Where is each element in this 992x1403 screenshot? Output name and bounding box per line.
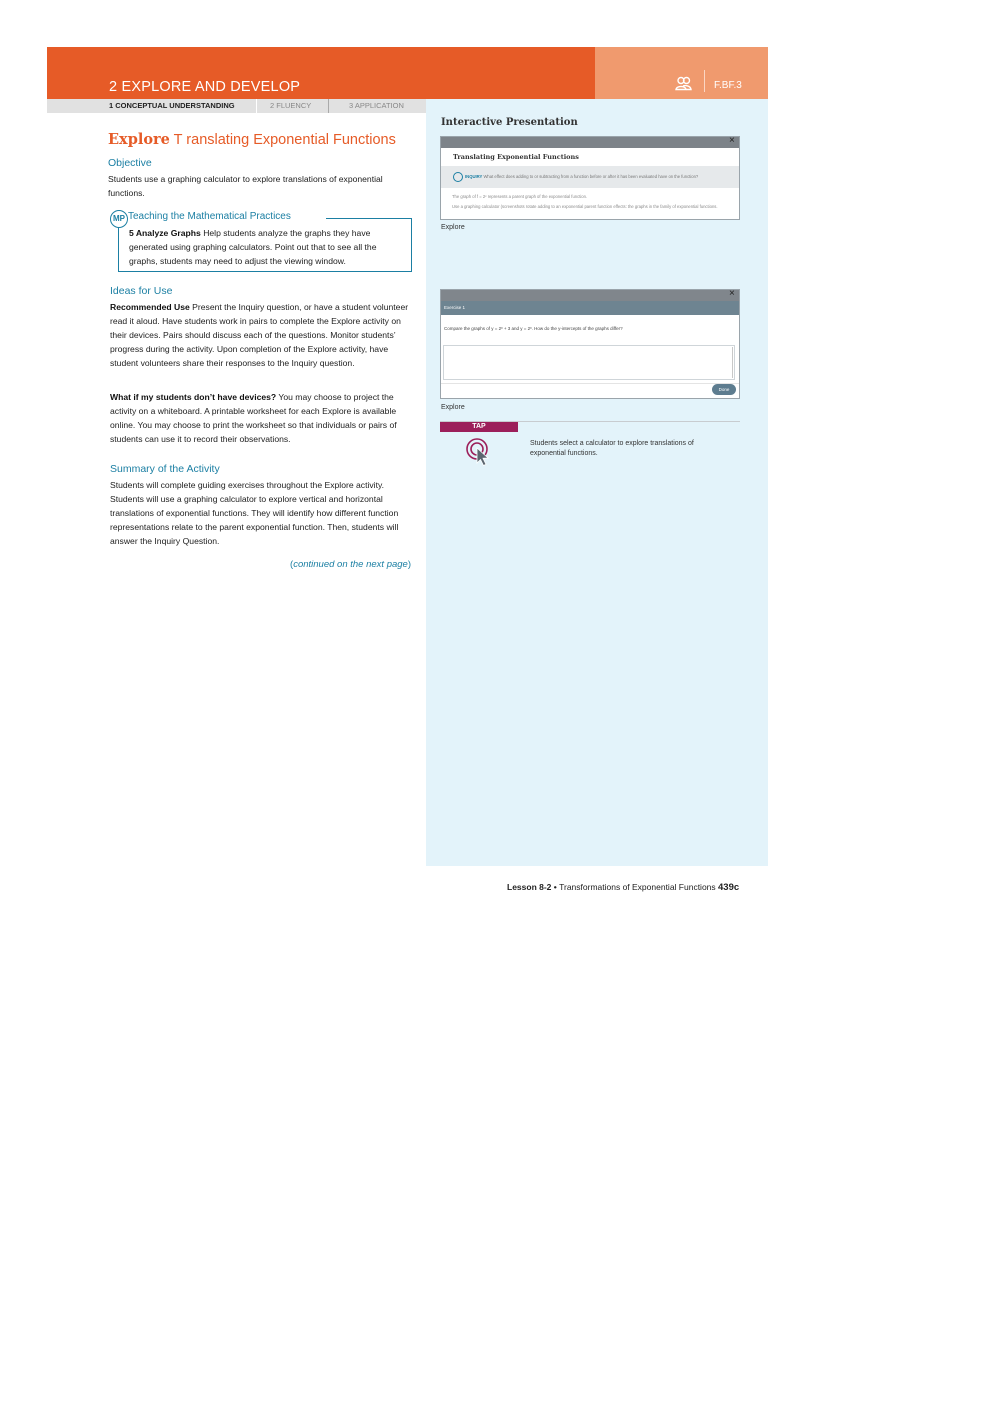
summary-heading: Summary of the Activity [110,463,220,475]
done-button: Done [712,384,736,395]
screenshot-heading: Translating Exponential Functions [453,153,579,161]
math-practices-heading: Teaching the Mathematical Practices [128,211,291,222]
screenshot-line-1: The graph of f = 2ˣ represents a parent graph of the exponential function. [452,194,588,199]
math-practices-rule [326,218,411,219]
tab-conceptual-understanding: 1 CONCEPTUAL UNDERSTANDING [109,101,235,110]
page-footer [507,882,739,893]
objective-heading: Objective [108,157,152,169]
answer-textarea [443,345,735,380]
inquiry-icon [453,172,463,182]
explore-title-bold: Explore [108,131,170,148]
explore-title-rest: T ranslating Exponential Functions [173,132,396,148]
screenshot-divider [441,383,739,384]
ideas-p1-lead: Recommended Use [110,302,190,312]
tap-description: Students select a calculator to explore translations of exponential functions. [530,440,694,457]
tab-fluency: 2 FLUENCY [270,101,312,110]
explore-title [108,131,396,148]
footer-lesson: Lesson 8-2 • [507,882,560,892]
header-divider [704,70,705,92]
inquiry-question: What effect does adding to or subtracting from a function before or after it has been evaluated have on the function? [482,174,699,179]
continued-text: continued on the next page [293,559,408,570]
exercise-label: Exercise 1 [444,305,466,310]
ideas-p2-lead: What if my students don’t have devices? [110,392,277,402]
continued-open: ( [290,559,294,570]
objective-text: Students use a graphing calculator to explore translations of exponential functions. [108,174,383,198]
tab-application: 3 APPLICATION [349,101,404,110]
ideas-paragraph-2 [110,390,410,446]
continued-note [110,559,411,570]
tap-badge: TAP [440,422,518,432]
exercise-header [441,301,739,315]
ideas-heading: Ideas for Use [110,285,173,297]
mp-lead: 5 Analyze Graphs [129,228,201,238]
tab-separator [256,99,257,113]
ideas-p2-body: You may choose to project the activity on a whiteboard. A printable worksheet for each Explore is available online. You may choose to print the worksheet so that individuals or pairs of students can use it to record their observations. [110,392,397,444]
summary-text: Students will complete guiding exercises throughout the Explore activity. Students will use a graphing calculator to explore vertical and horizontal translations of exponential functions. They will identify how different function representations relate to the parent exponential function. Then, students will answer the Inquiry Question. [110,480,399,546]
screenshot-title-bar [441,290,739,301]
textarea-scrollbar [732,347,733,378]
interactive-presentation-title: Interactive Presentation [441,117,578,128]
footer-title: Transformations of Exponential Functions [559,882,719,892]
screenshot-title-bar [441,137,739,148]
ideas-paragraph-1 [110,300,410,370]
continued-close: ) [407,559,411,570]
header-bar-right [595,47,768,99]
mp-body: Help students analyze the graphs they have generated using graphing calculators. Point out that to see all the graphs, students may need to adjust the viewing window. [129,228,377,266]
ideas-p1-body: Present the Inquiry question, or have a student volunteer read it aloud. Have students work in pairs to complete the Explore activity on their devices. Pairs should discuss each of the questions. Monitor students’ progress during the activity. Upon completion of the Explore activity, have student volunteers share their responses to the Inquiry question. [110,302,409,368]
inquiry-label: INQUIRY [465,174,483,179]
caption-explore-2: Explore [441,404,465,411]
close-icon: × [729,288,735,299]
mp-badge-icon: MP [110,210,128,228]
page-number: 439c [718,882,740,893]
tap-cursor-icon [465,437,493,467]
caption-explore-1: Explore [441,224,465,231]
close-icon: × [729,135,735,146]
screenshot-line-2: Use a graphing calculator (screenshots rotate adding to an exponential parent function effects: the graphs in the family of exponential functions. [452,204,718,209]
math-practices-text [129,226,404,268]
exercise-question: Compare the graphs of y = 2ˣ + 3 and y = 2ˣ. How do the y-intercepts of the graphs differ? [444,326,623,331]
standard-code: F.BF.3 [714,80,742,91]
inquiry-text [465,174,698,179]
tab-separator [328,99,329,113]
group-icon [675,76,692,91]
section-title: 2 EXPLORE AND DEVELOP [109,79,301,95]
